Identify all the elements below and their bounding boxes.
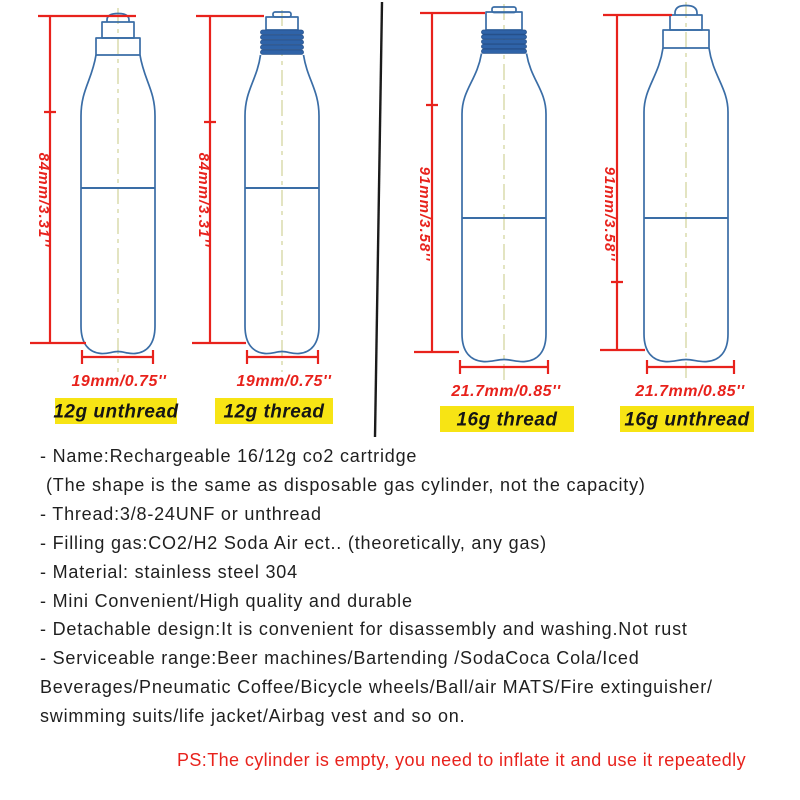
tag-16g-unthread [620,406,754,432]
product-description [0,440,800,771]
spec-line-filling-gas: - Filling gas:CO2/H2 Soda Air ect.. (theoretically, any gas) [40,532,547,553]
spec-line-serviceable-range: - Serviceable range:Beer machines/Bartending /SodaCoca Cola/Iced [40,648,640,669]
cylinder-12g-thread [192,10,333,424]
thread-hatching [261,30,304,54]
height-dimension-label: 84mm/3.31'' [35,152,52,248]
tag-label: 12g unthread [53,401,179,423]
height-dimension-label: 91mm/3.58'' [601,166,618,262]
tag-label: 16g unthread [624,409,750,431]
diameter-dimension-lines [647,360,734,374]
diameter-dimension-label: 21.7mm/0.85'' [451,383,561,400]
height-dimension-label: 91mm/3.58'' [416,166,433,262]
diameter-dimension-label: 21.7mm/0.85'' [635,383,745,400]
height-dimension-label: 84mm/3.31'' [195,152,212,248]
spec-line-convenience: - Mini Convenient/High quality and durable [40,590,413,611]
spec-line-thread: - Thread:3/8-24UNF or unthread [40,503,322,524]
spec-line-name: - Name:Rechargeable 16/12g co2 cartridge [40,446,418,466]
thread-hatching [482,30,527,53]
tag-12g-thread [215,398,333,424]
cylinder-16g-thread [414,4,574,432]
diameter-dimension-label: 19mm/0.75'' [71,373,167,390]
cylinder-12g-unthread [30,8,179,424]
ps-note: PS:The cylinder is empty, you need to inflate it and use it repeatedly [177,750,746,771]
diameter-dimension-label: 19mm/0.75'' [236,373,332,390]
tag-16g-thread [440,406,574,432]
tag-12g-unthread [53,398,178,424]
cylinder-16g-unthread [600,2,754,432]
spec-line-material: - Material: stainless steel 304 [40,561,298,582]
tag-label: 16g thread [456,409,558,431]
spec-line-range-continued-1: Beverages/Pneumatic Coffee/Bicycle wheels/Ball/air MATS/Fire extinguisher/ [40,677,713,698]
spec-line-shape-note: (The shape is the same as disposable gas cylinder, not the capacity) [46,474,646,495]
tag-label: 12g thread [223,401,325,423]
group-divider-line [375,2,382,437]
spec-line-detachable: - Detachable design:It is convenient for disassembly and washing.Not rust [40,619,688,640]
spec-line-range-continued-2: swimming suits/life jacket/Airbag vest and so on. [40,706,466,727]
